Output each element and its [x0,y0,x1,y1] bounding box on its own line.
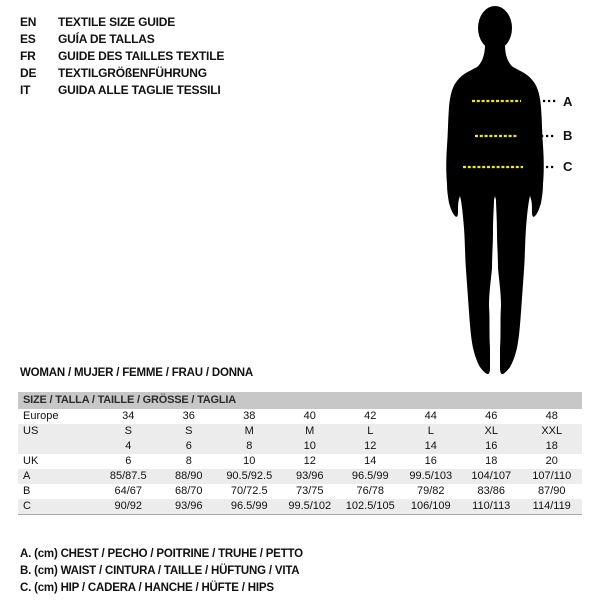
size-table-body [18,409,582,515]
size-cell: 96.5/99 [230,500,268,512]
table-row [18,424,582,439]
size-cell: 10 [243,455,256,467]
size-cell: 64/67 [114,485,143,497]
size-table-header: SIZE / TALLA / TAILLE / GRÖSSE / TAGLIA [18,392,582,409]
size-cell: 8 [185,455,192,467]
size-cell: L [427,425,434,437]
language-title: TEXTILE SIZE GUIDE [58,15,176,29]
row-label: Europe [23,410,59,422]
row-label: UK [23,455,39,467]
size-cell: 107/110 [532,470,572,482]
language-code: FR [20,49,36,63]
language-row [20,65,224,82]
size-cell: 36 [182,410,195,422]
size-cell: 90/92 [114,500,143,512]
size-cell: M [244,425,254,437]
size-cell: S [185,425,193,437]
legend-line: B. (cm) WAIST / CINTURA / TAILLE / HÜFTUNG / VITA [20,565,300,577]
row-label: A [23,470,31,482]
size-cell: 76/78 [356,485,385,497]
size-cell: 40 [303,410,316,422]
row-label: B [23,485,31,497]
language-row [20,48,224,65]
table-row [18,484,582,499]
silhouette-shape [446,6,544,374]
size-cell: XL [484,425,498,437]
row-label [18,439,98,454]
size-cell: 4 [125,440,132,452]
language-code: DE [20,66,37,80]
language-title: GUIDE DES TAILLES TEXTILE [58,49,225,63]
marker-label-b: B [563,128,573,143]
size-cell: 18 [485,455,498,467]
size-cell: 12 [303,455,316,467]
woman-silhouette-svg [432,6,558,374]
size-cell: 93/96 [174,500,203,512]
size-cell: 93/96 [295,470,324,482]
language-code: IT [20,83,31,97]
size-cell: 70/72.5 [230,485,268,497]
size-cell: 12 [364,440,377,452]
size-cell: 68/70 [174,485,203,497]
table-row [18,409,582,424]
size-cell: 88/90 [174,470,203,482]
legend-line: A. (cm) CHEST / PECHO / POITRINE / TRUHE / PETTO [20,548,303,560]
size-cell: 18 [545,440,558,452]
size-cell: 102.5/105 [345,500,395,512]
size-cell: 83/86 [477,485,506,497]
size-table [18,392,582,515]
size-cell: 44 [424,410,437,422]
table-row [18,469,582,484]
size-cell: 90.5/92.5 [226,470,273,482]
size-cell: XXL [541,425,563,437]
size-cell: 48 [545,410,558,422]
size-cell: 14 [364,455,377,467]
language-row [20,31,224,48]
size-cell: 16 [485,440,498,452]
marker-label-c: C [563,159,573,174]
measurement-legend [20,546,303,597]
size-cell: 10 [303,440,316,452]
size-cell: 20 [545,455,558,467]
size-cell: 96.5/99 [351,470,389,482]
language-code: EN [20,15,37,29]
size-cell: 85/87.5 [109,470,147,482]
size-cell: 6 [185,440,192,452]
size-cell: 8 [246,440,253,452]
size-cell: 110/113 [472,500,511,512]
language-title: GUIDA ALLE TAGLIE TESSILI [58,83,221,97]
size-cell: 34 [122,410,135,422]
language-row [20,14,224,31]
size-cell: 87/90 [537,485,566,497]
size-cell: 114/119 [532,500,571,512]
size-cell: 73/75 [295,485,324,497]
table-row [18,499,582,514]
table-row [18,439,582,454]
size-cell: 104/107 [471,470,512,482]
woman-silhouette [432,6,558,374]
language-title-list [20,14,224,99]
legend-line: C. (cm) HIP / CADERA / HANCHE / HÜFTE / HIPS [20,582,274,594]
language-title: GUÍA DE TALLAS [58,32,155,46]
size-cell: 79/82 [416,485,445,497]
size-cell: 106/109 [410,500,451,512]
row-label: US [23,425,39,437]
size-cell: 42 [364,410,377,422]
language-code: ES [20,32,36,46]
marker-label-a: A [563,94,573,109]
size-cell: 99.5/103 [409,470,453,482]
size-cell: 14 [424,440,437,452]
table-row [18,454,582,469]
size-cell: 99.5/102 [288,500,332,512]
language-row [20,82,224,99]
size-cell: 6 [125,455,132,467]
size-cell: 38 [243,410,256,422]
size-cell: 46 [485,410,498,422]
row-label: C [23,500,31,512]
size-cell: L [367,425,374,437]
size-cell: 16 [424,455,437,467]
language-title: TEXTILGRÖßENFÜHRUNG [58,66,207,80]
size-cell: M [305,425,315,437]
section-title-woman: WOMAN / MUJER / FEMME / FRAU / DONNA [20,367,254,379]
size-cell: S [124,425,132,437]
